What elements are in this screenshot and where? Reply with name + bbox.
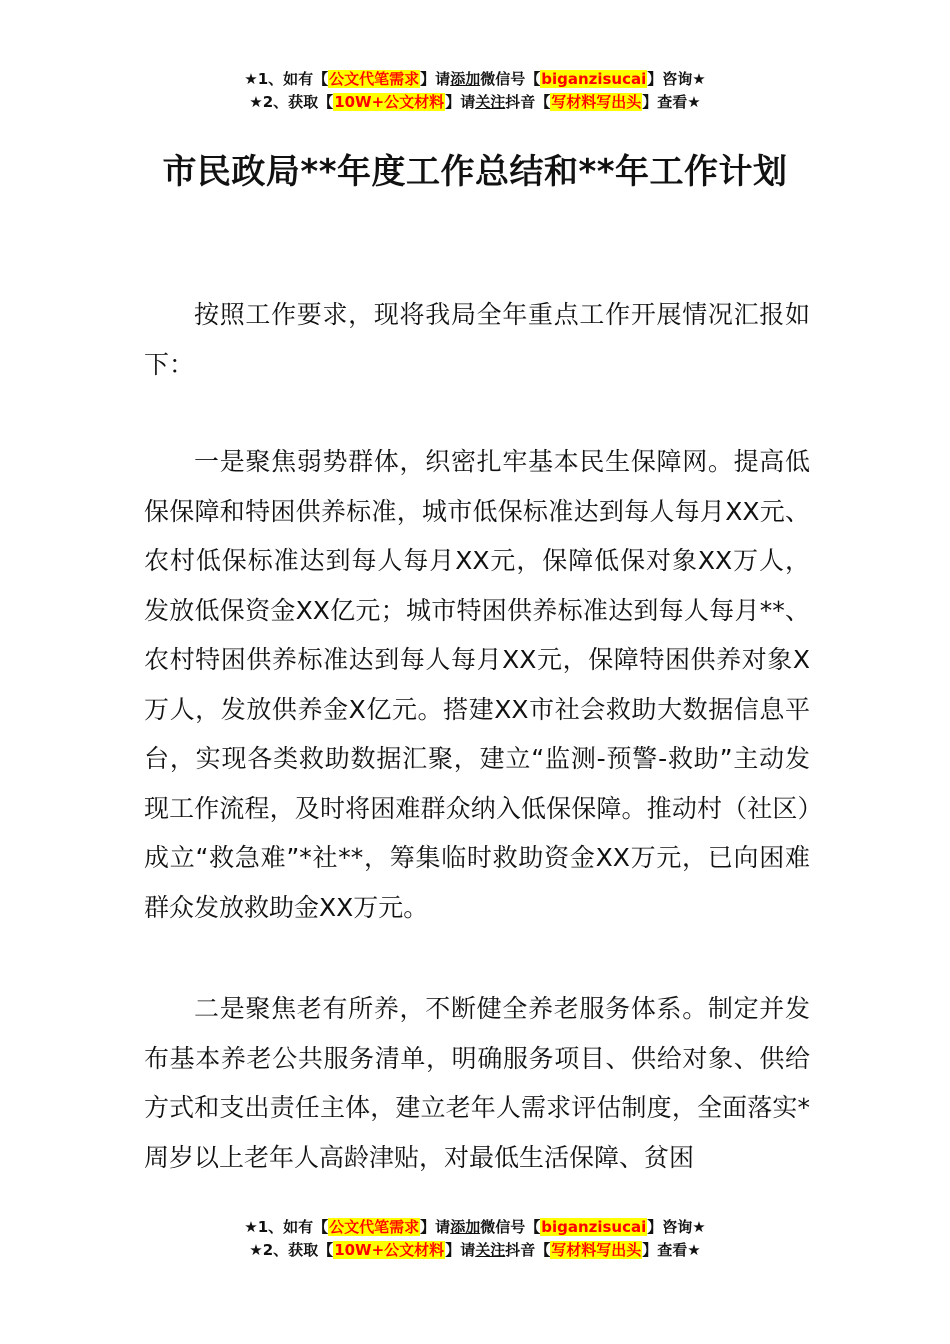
bottom-promo-banner [0, 1216, 950, 1262]
promo-highlight: 10W+公文材料 [334, 93, 445, 111]
promo-text: 】查看★ [642, 1241, 701, 1259]
promo-text: 微信号【 [480, 70, 541, 88]
promo-text: 】请 [420, 70, 451, 88]
promo-wechat-id: biganzisucai [541, 70, 647, 88]
section-one-paragraph: 一是聚焦弱势群体，织密扎牢基本民生保障网。提高低保保障和特困供养标准，城市低保标准达到每人每月XX元、农村低保标准达到每人每月XX元，保障低保对象XX万人，发放低保资金XX亿元；城市特困供养标准达到每人每月**、农村特困供养标准达到每人每月XX元，保障特困供养对象X万人，发放供养金X亿元。搭建XX市社会救助大数据信息平台，实现各类救助数据汇聚，建立“监测-预警-救助”主动发现工作流程，及时将困难群众纳入低保保障。推动村（社区）成立“救急难”*社**，筹集临时救助资金XX万元，已向困难群众发放救助金XX万元。 [144, 447, 810, 922]
promo-text: ★1、如有【 [244, 70, 329, 88]
intro-paragraph: 按照工作要求，现将我局全年重点工作开展情况汇报如下： [144, 300, 810, 379]
promo-highlight: 公文代笔需求 [329, 1218, 420, 1236]
promo-line-2 [0, 91, 950, 114]
promo-emphasis: 添加 [450, 70, 481, 88]
section-two-paragraph: 二是聚焦老有所养，不断健全养老服务体系。制定并发布基本养老公共服务清单，明确服务项目、供给对象、供给方式和支出责任主体，建立老年人需求评估制度，全面落实*周岁以上老年人高龄津贴，对最低生活保障、贫困 [144, 994, 810, 1172]
promo-emphasis: 添加 [450, 1218, 481, 1236]
promo-emphasis: 关注 [475, 1241, 506, 1259]
promo-text: 】查看★ [642, 93, 701, 111]
promo-text: 】请 [420, 1218, 451, 1236]
promo-text: 抖音【 [505, 93, 551, 111]
promo-highlight: 10W+公文材料 [334, 1241, 445, 1259]
promo-line-1 [0, 1216, 950, 1239]
promo-text: 抖音【 [505, 1241, 551, 1259]
promo-text: 】请 [445, 93, 476, 111]
promo-text: 】请 [445, 1241, 476, 1259]
promo-douyin-id: 写材料写出头 [551, 1241, 642, 1259]
promo-highlight: 公文代笔需求 [329, 70, 420, 88]
document-title: 市民政局**年度工作总结和**年工作计划 [162, 152, 788, 192]
promo-text: ★1、如有【 [244, 1218, 329, 1236]
promo-wechat-id: biganzisucai [541, 1218, 647, 1236]
promo-line-1 [0, 68, 950, 91]
promo-emphasis: 关注 [475, 93, 506, 111]
promo-text: 微信号【 [480, 1218, 541, 1236]
promo-text: ★2、获取【 [249, 93, 334, 111]
promo-douyin-id: 写材料写出头 [551, 93, 642, 111]
promo-text: 】咨询★ [647, 1218, 706, 1236]
promo-text: ★2、获取【 [249, 1241, 334, 1259]
promo-text: 】咨询★ [647, 70, 706, 88]
promo-line-2 [0, 1239, 950, 1262]
top-promo-banner [0, 68, 950, 114]
